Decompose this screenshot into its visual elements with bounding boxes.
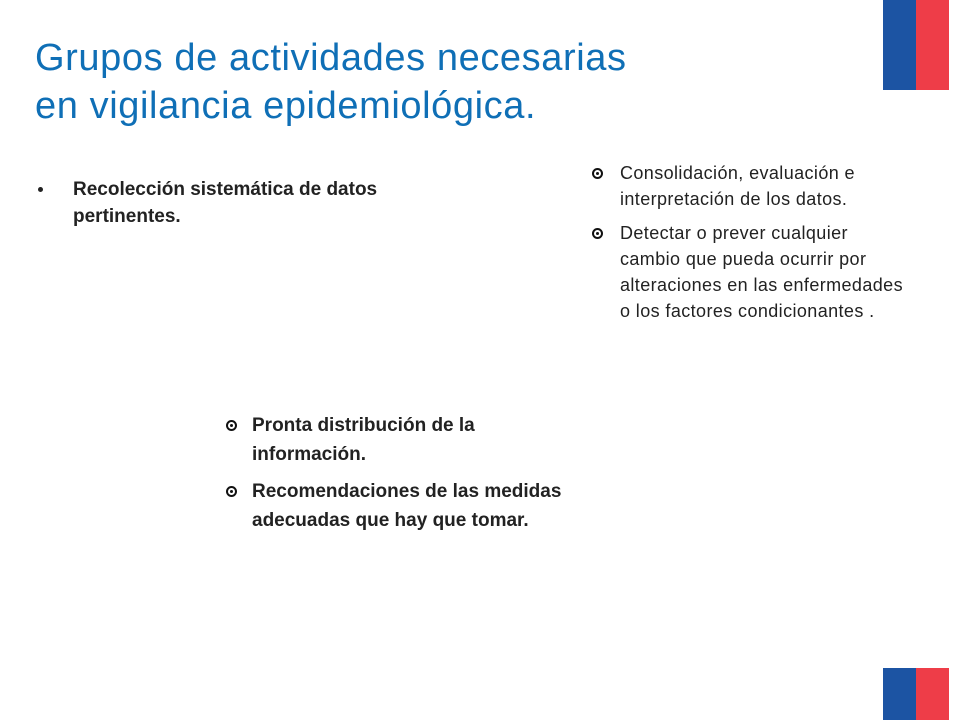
flag-red-stripe [916,0,949,90]
circled-dot-icon [224,484,238,498]
list-item [36,176,396,230]
flag-red-stripe [916,668,949,720]
list-item [224,477,584,535]
bullet-dot-icon [36,176,44,203]
list-item-text: Pronta distribución de la información. [252,415,475,465]
list-item [590,160,910,212]
circled-dot-icon [590,166,604,180]
slide-title [35,34,855,130]
list-item-text: Consolidación, evaluación e interpretación de los datos. [620,163,855,209]
list-item-text: Recolección sistemática de datos pertinentes. [73,179,378,227]
circled-dot-icon [590,226,604,240]
list-item-text: Detectar o prever cualquier cambio que pueda ocurrir por alteraciones en las enfermedades o los factores condicionantes . [620,223,903,321]
list-item-text: Recomendaciones de las medidas adecuadas que hay que tomar. [252,481,562,531]
flag-decoration-top [883,0,949,90]
flag-blue-stripe [883,0,916,90]
flag-decoration-bottom [883,668,949,720]
bullet-list-left [36,176,396,230]
list-item [590,220,910,324]
circled-dot-icon [224,418,238,432]
bullet-list-middle [224,411,584,543]
bullet-list-right [590,160,910,332]
slide-title-line-1: Grupos de actividades necesarias [35,37,627,79]
slide-title-line-2: en vigilancia epidemiológica. [35,85,537,127]
flag-blue-stripe [883,668,916,720]
list-item [224,411,584,469]
